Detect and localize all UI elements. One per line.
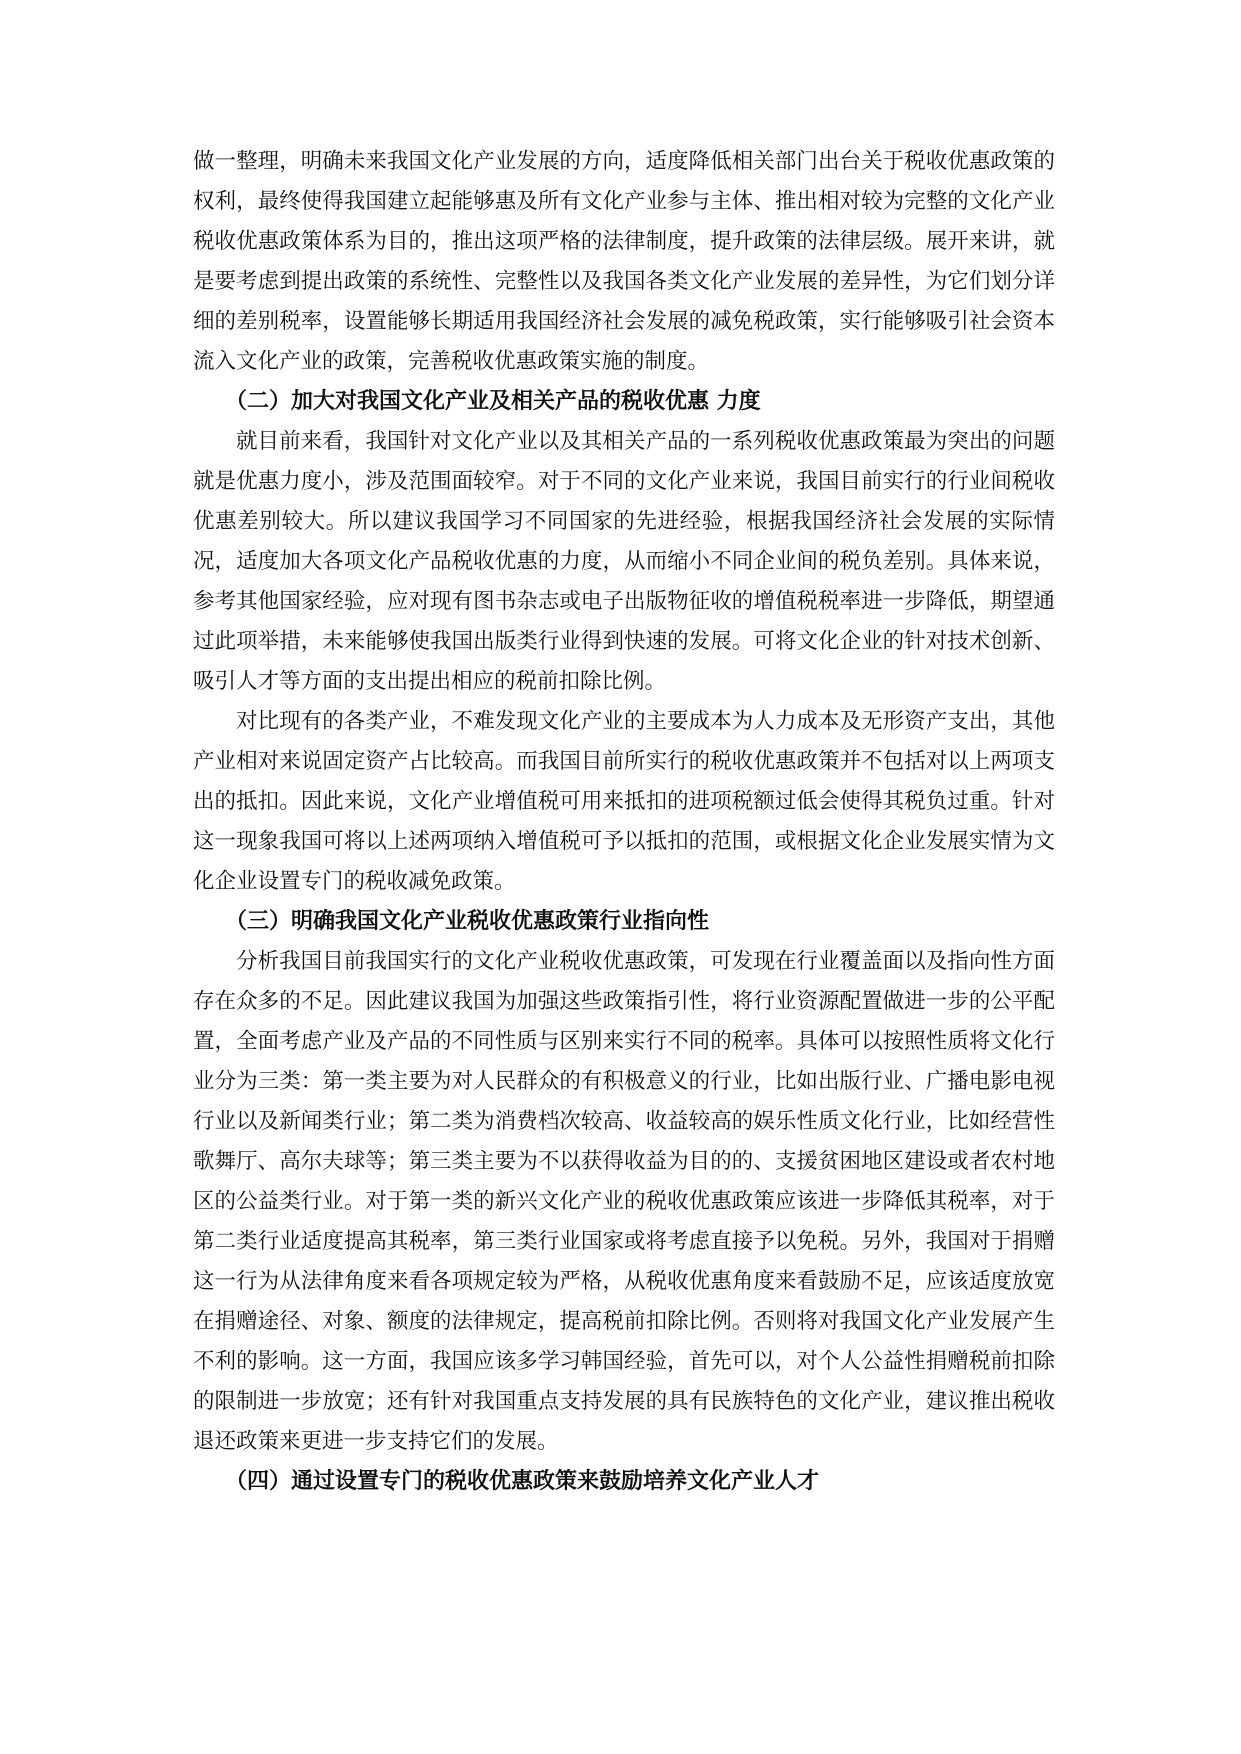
document-page (193, 142, 1055, 1502)
paragraph-section-2-b: 对比现有的各类产业，不难发现文化产业的主要成本为人力成本及无形资产支出，其他产业相对来说固定资产占比较高。而我国目前所实行的税收优惠政策并不包括对以上两项支出的抵扣。因此来说，文化产业增值税可用来抵扣的进项税额过低会使得其税负过重。针对这一现象我国可将以上述两项纳入增值税可予以抵扣的范围，或根据文化企业发展实情为文化企业设置专门的税收减免政策。 (193, 709, 1055, 894)
paragraph-section-3: 分析我国目前我国实行的文化产业税收优惠政策，可发现在行业覆盖面以及指向性方面存在众多的不足。因此建议我国为加强这些政策指引性，将行业资源配置做进一步的公平配置，全面考虑产业及产品的不同性质与区别来实行不同的税率。具体可以按照性质将文化行业分为三类：第一类主要为对人民群众的有积极意义的行业，比如出版行业、广播电影电视行业以及新闻类行业；第二类为消费档次较高、收益较高的娱乐性质文化行业，比如经营性歌舞厅、高尔夫球等；第三类主要为不以获得收益为目的的、支援贫困地区建设或者农村地区的公益类行业。对于第一类的新兴文化产业的税收优惠政策应该进一步降低其税率，对于第二类行业适度提高其税率，第三类行业国家或将考虑直接予以免税。另外，我国对于捐赠这一行为从法律角度来看各项规定较为严格，从税收优惠角度来看鼓励不足，应该适度放宽在捐赠途径、对象、额度的法律规定，提高税前扣除比例。否则将对我国文化产业发展产生不利的影响。这一方面，我国应该多学习韩国经验，首先可以，对个人公益性捐赠税前扣除的限制进一步放宽；还有针对我国重点支持发展的具有民族特色的文化产业，建议推出税收退还政策来更进一步支持它们的发展。 (193, 949, 1055, 1454)
section-heading-2: （二）加大对我国文化产业及相关产品的税收优惠 力度 (225, 389, 761, 414)
section-heading-4: （四）通过设置专门的税收优惠政策来鼓励培养文化产业人才 (225, 1469, 820, 1494)
paragraph-intro: 做一整理，明确未来我国文化产业发展的方向，适度降低相关部门出台关于税收优惠政策的权利，最终使得我国建立起能够惠及所有文化产业参与主体、推出相对较为完整的文化产业税收优惠政策体系为目的，推出这项严格的法律制度，提升政策的法律层级。展开来讲，就是要考虑到提出政策的系统性、完整性以及我国各类文化产业发展的差异性，为它们划分详细的差别税率，设置能够长期适用我国经济社会发展的减免税政策，实行能够吸引社会资本流入文化产业的政策，完善税收优惠政策实施的制度。 (193, 149, 1055, 374)
paragraph-section-2-a: 就目前来看，我国针对文化产业以及其相关产品的一系列税收优惠政策最为突出的问题就是优惠力度小，涉及范围面较窄。对于不同的文化产业来说，我国目前实行的行业间税收优惠差别较大。所以建议我国学习不同国家的先进经验，根据我国经济社会发展的实际情况，适度加大各项文化产品税收优惠的力度，从而缩小不同企业间的税负差别。具体来说，参考其他国家经验，应对现有图书杂志或电子出版物征收的增值税税率进一步降低，期望通过此项举措，未来能够使我国出版类行业得到快速的发展。可将文化企业的针对技术创新、吸引人才等方面的支出提出相应的税前扣除比例。 (193, 429, 1055, 694)
section-heading-3: （三）明确我国文化产业税收优惠政策行业指向性 (225, 909, 710, 934)
